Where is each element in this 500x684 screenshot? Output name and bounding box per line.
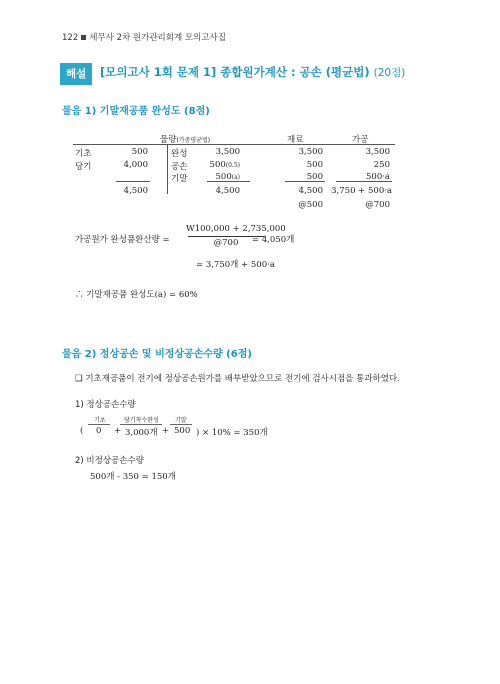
underline-ending bbox=[170, 424, 192, 425]
separator-square-icon bbox=[81, 35, 86, 40]
answer-points: (20점) bbox=[373, 67, 406, 79]
checkbox-icon: ❑ bbox=[75, 374, 83, 384]
normal-value-ending: 500 bbox=[174, 426, 191, 436]
formula-denominator: @700 bbox=[213, 238, 239, 248]
row-qty-spoilage-note: (0.5) bbox=[225, 162, 240, 169]
row-qty-ending-note: (a) bbox=[231, 174, 240, 181]
row-conv-ending: 500·a bbox=[366, 172, 390, 182]
page-number: 122 bbox=[62, 33, 79, 43]
row-mat-completed: 3,500 bbox=[298, 147, 323, 157]
row-conv-completed: 3,500 bbox=[365, 147, 390, 157]
q2-note bbox=[75, 372, 400, 384]
row-label-spoilage: 공손 bbox=[171, 162, 188, 172]
answer-badge: 해설 bbox=[60, 63, 92, 85]
t-account-divider bbox=[167, 144, 168, 194]
running-header bbox=[62, 31, 226, 43]
book-title: 세무사 2차 원가관리회계 모의고사집 bbox=[89, 33, 226, 43]
left-label-current: 당기 bbox=[75, 162, 92, 172]
row-qty-ending bbox=[205, 172, 240, 182]
q1-conclusion: ∴ 기말재공품 완성도(a) = 60% bbox=[75, 290, 198, 300]
total-qty: 4,500 bbox=[215, 186, 240, 196]
underline-started-completed bbox=[120, 424, 162, 425]
row-qty-spoilage bbox=[205, 160, 240, 170]
row-label-completed: 완성 bbox=[171, 149, 188, 159]
normal-open-paren: ( bbox=[80, 426, 84, 436]
formula-line2: = 3,750개 + 500·a bbox=[196, 260, 275, 270]
abnormal-spoilage-title: 2) 비정상공손수량 bbox=[75, 456, 144, 466]
left-subtotal-rule bbox=[116, 181, 150, 182]
normal-spoilage-title: 1) 정상공손수량 bbox=[75, 400, 136, 410]
formula-numerator: W100,000 + 2,735,000 bbox=[186, 224, 286, 234]
row-conv-spoilage: 250 bbox=[373, 160, 390, 170]
normal-plus-2: + bbox=[162, 426, 170, 436]
label-ending: 기말 bbox=[175, 417, 187, 424]
unit-cost-conv: @700 bbox=[365, 200, 390, 210]
q1-heading: 물음 1) 기말재공품 완성도 (8점) bbox=[62, 106, 210, 117]
underline-beginning bbox=[88, 424, 110, 425]
answer-title bbox=[100, 64, 405, 80]
row-qty-ending-value: 500 bbox=[215, 172, 232, 182]
row-qty-spoilage-value: 500 bbox=[209, 160, 226, 170]
row-mat-ending: 500 bbox=[306, 172, 323, 182]
left-total: 4,500 bbox=[123, 186, 148, 196]
col-header-quantity-sub: (가중평균법) bbox=[176, 137, 211, 144]
answer-title-text: [모의고사 1회 문제 1] 종합원가계산 : 공손 (평균법) bbox=[100, 65, 370, 79]
col-header-quantity-main: 물량 bbox=[160, 135, 177, 145]
normal-result: ) × 10% = 350개 bbox=[196, 428, 268, 438]
col-header-conversion: 가공 bbox=[352, 135, 369, 145]
formula-label: 가공원가 완성품환산량 = bbox=[75, 235, 170, 245]
normal-value-started-completed: 3,000개 bbox=[125, 428, 158, 438]
left-label-beginning: 기초 bbox=[75, 149, 92, 159]
unit-cost-mat: @500 bbox=[298, 200, 323, 210]
normal-value-beginning: 0 bbox=[96, 426, 102, 436]
total-conv: 3,750 + 500·a bbox=[331, 186, 392, 196]
label-beginning: 기초 bbox=[94, 417, 106, 424]
abnormal-spoilage-expr: 500개 - 350 = 150개 bbox=[90, 472, 176, 482]
col-header-material: 재료 bbox=[287, 135, 304, 145]
table-top-rule bbox=[73, 144, 395, 145]
total-mat: 4,500 bbox=[298, 186, 323, 196]
left-value-beginning: 500 bbox=[131, 147, 148, 157]
q2-note-text: 기초재공품이 전기에 정상공손원가를 배부받았으므로 전기에 검사시점을 통과하였다. bbox=[85, 374, 400, 384]
row-qty-completed: 3,500 bbox=[215, 147, 240, 157]
label-started-completed: 당기착수완성 bbox=[124, 417, 159, 424]
formula-result: = 4,050개 bbox=[252, 235, 295, 245]
normal-plus-1: + bbox=[114, 426, 122, 436]
row-mat-spoilage: 500 bbox=[306, 160, 323, 170]
q2-heading: 물음 2) 정상공손 및 비정상공손수량 (6점) bbox=[62, 349, 252, 360]
row-label-ending: 기말 bbox=[171, 174, 188, 184]
left-value-current: 4,000 bbox=[123, 160, 148, 170]
